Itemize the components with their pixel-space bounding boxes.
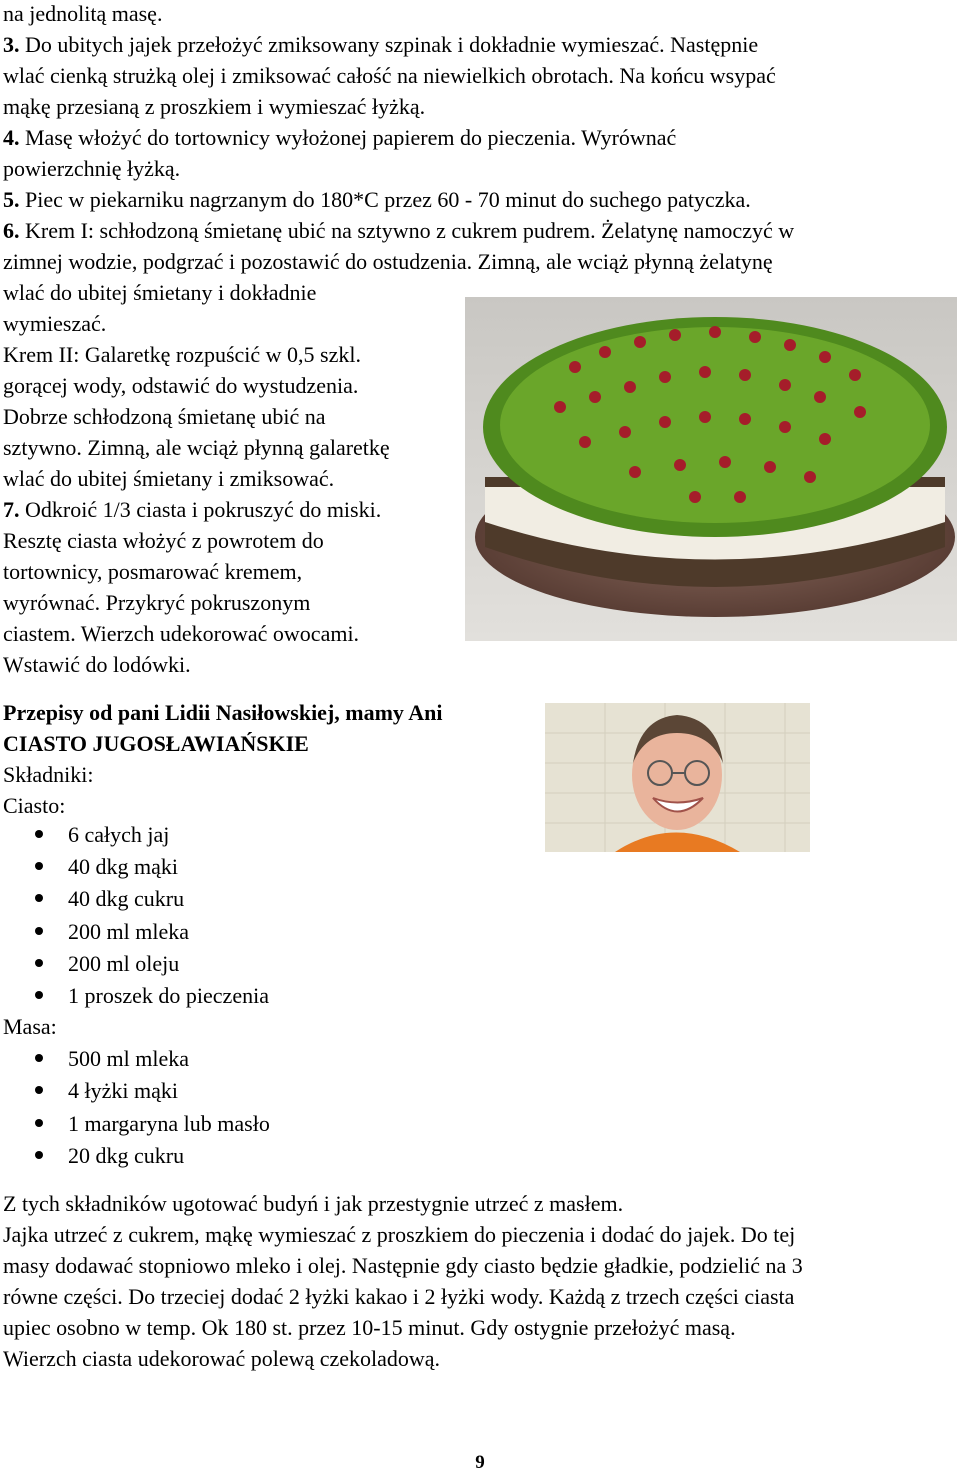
mass-label: Masa: <box>3 1014 57 1039</box>
text-line: 6. Krem I: schłodzoną śmietanę ubić na sztywno z cukrem pudrem. Żelatynę namoczyć w <box>3 218 795 243</box>
text-line: tortownicy, posmarować kremem, <box>3 559 303 584</box>
text-line: równe części. Do trzeciej dodać 2 łyżki kakao i 2 łyżki wody. Każdą z trzech części ciasta <box>3 1284 795 1309</box>
text-line: ciastem. Wierzch udekorować owocami. <box>3 621 360 646</box>
bullet-icon <box>35 862 43 870</box>
bullet-icon <box>35 1119 43 1127</box>
text-line: Wierzch ciasta udekorować polewą czekoladową. <box>3 1346 441 1371</box>
dough-label: Ciasto: <box>3 793 66 818</box>
bullet-icon <box>35 894 43 902</box>
portrait-illustration <box>545 703 810 852</box>
bullet-icon <box>35 830 43 838</box>
text-line: Wstawić do lodówki. <box>3 652 191 677</box>
text-line: wlać cienką strużką olej i zmiksować całość na niewielkich obrotach. Na końcu wsypać <box>3 63 776 88</box>
list-item: 40 dkg cukru <box>68 886 185 911</box>
ingredients-label: Składniki: <box>3 762 94 787</box>
bullet-icon <box>35 927 43 935</box>
text-line: 7. Odkroić 1/3 ciasta i pokruszyć do miski. <box>3 497 382 522</box>
text-line: wlać do ubitej śmietany i dokładnie <box>3 280 317 305</box>
text-line: powierzchnię łyżką. <box>3 156 181 181</box>
page-number: 9 <box>475 1452 485 1473</box>
bullet-icon <box>35 1054 43 1062</box>
portrait-photo <box>545 703 810 852</box>
list-item: 1 margaryna lub masło <box>68 1111 270 1136</box>
list-item: 40 dkg mąki <box>68 854 178 879</box>
text-line: 4. Masę włożyć do tortownicy wyłożonej papierem do pieczenia. Wyrównać <box>3 125 677 150</box>
text-line: Resztę ciasta włożyć z powrotem do <box>3 528 324 553</box>
list-item: 20 dkg cukru <box>68 1143 185 1168</box>
list-item: 4 łyżki mąki <box>68 1078 178 1103</box>
bullet-icon <box>35 959 43 967</box>
list-item: 6 całych jaj <box>68 822 170 847</box>
cake-photo <box>465 297 957 641</box>
text-line: Jajka utrzeć z cukrem, mąkę wymieszać z proszkiem do pieczenia i dodać do jajek. Do tej <box>3 1222 796 1247</box>
text-line: mąkę przesianą z proszkiem i wymieszać łyżką. <box>3 94 426 119</box>
text-line: wyrównać. Przykryć pokruszonym <box>3 590 311 615</box>
text-line: wymieszać. <box>3 311 107 336</box>
text-line: gorącej wody, odstawić do wystudzenia. <box>3 373 359 398</box>
list-item: 200 ml oleju <box>68 951 180 976</box>
text-line: na jednolitą masę. <box>3 1 163 26</box>
text-line: sztywno. Zimną, ale wciąż płynną galaretkę <box>3 435 390 460</box>
text-line: Dobrze schłodzoną śmietanę ubić na <box>3 404 326 429</box>
step-3-text: Do ubitych jajek przełożyć zmiksowany szpinak i dokładnie wymieszać. Następnie <box>19 32 759 57</box>
list-item: 500 ml mleka <box>68 1046 189 1071</box>
text-line: 5. Piec w piekarniku nagrzanym do 180*C przez 60 - 70 minut do suchego patyczka. <box>3 187 751 212</box>
text-line: Krem II: Galaretkę rozpuścić w 0,5 szkl. <box>3 342 361 367</box>
text-line: 3. Do ubitych jajek przełożyć zmiksowany szpinak i dokładnie wymieszać. Następnie <box>3 32 759 57</box>
bullet-icon <box>35 991 43 999</box>
cake-illustration <box>465 297 957 641</box>
text-line: zimnej wodzie, podgrzać i pozostawić do ostudzenia. Zimną, ale wciąż płynną żelatynę <box>3 249 773 274</box>
text-line: masy dodawać stopniowo mleko i olej. Następnie gdy ciasto będzie gładkie, podzielić na 3 <box>3 1253 803 1278</box>
recipe-title: CIASTO JUGOSŁAWIAŃSKIE <box>3 731 309 756</box>
text-line: wlać do ubitej śmietany i zmiksować. <box>3 466 335 491</box>
bullet-icon <box>35 1086 43 1094</box>
text-line: upiec osobno w temp. Ok 180 st. przez 10-15 minut. Gdy ostygnie przełożyć masą. <box>3 1315 736 1340</box>
list-item: 1 proszek do pieczenia <box>68 983 269 1008</box>
bullet-icon <box>35 1151 43 1159</box>
author-line: Przepisy od pani Lidii Nasiłowskiej, mamy Ani <box>3 700 443 725</box>
list-item: 200 ml mleka <box>68 919 189 944</box>
text-line: Z tych składników ugotować budyń i jak przestygnie utrzeć z masłem. <box>3 1191 624 1216</box>
